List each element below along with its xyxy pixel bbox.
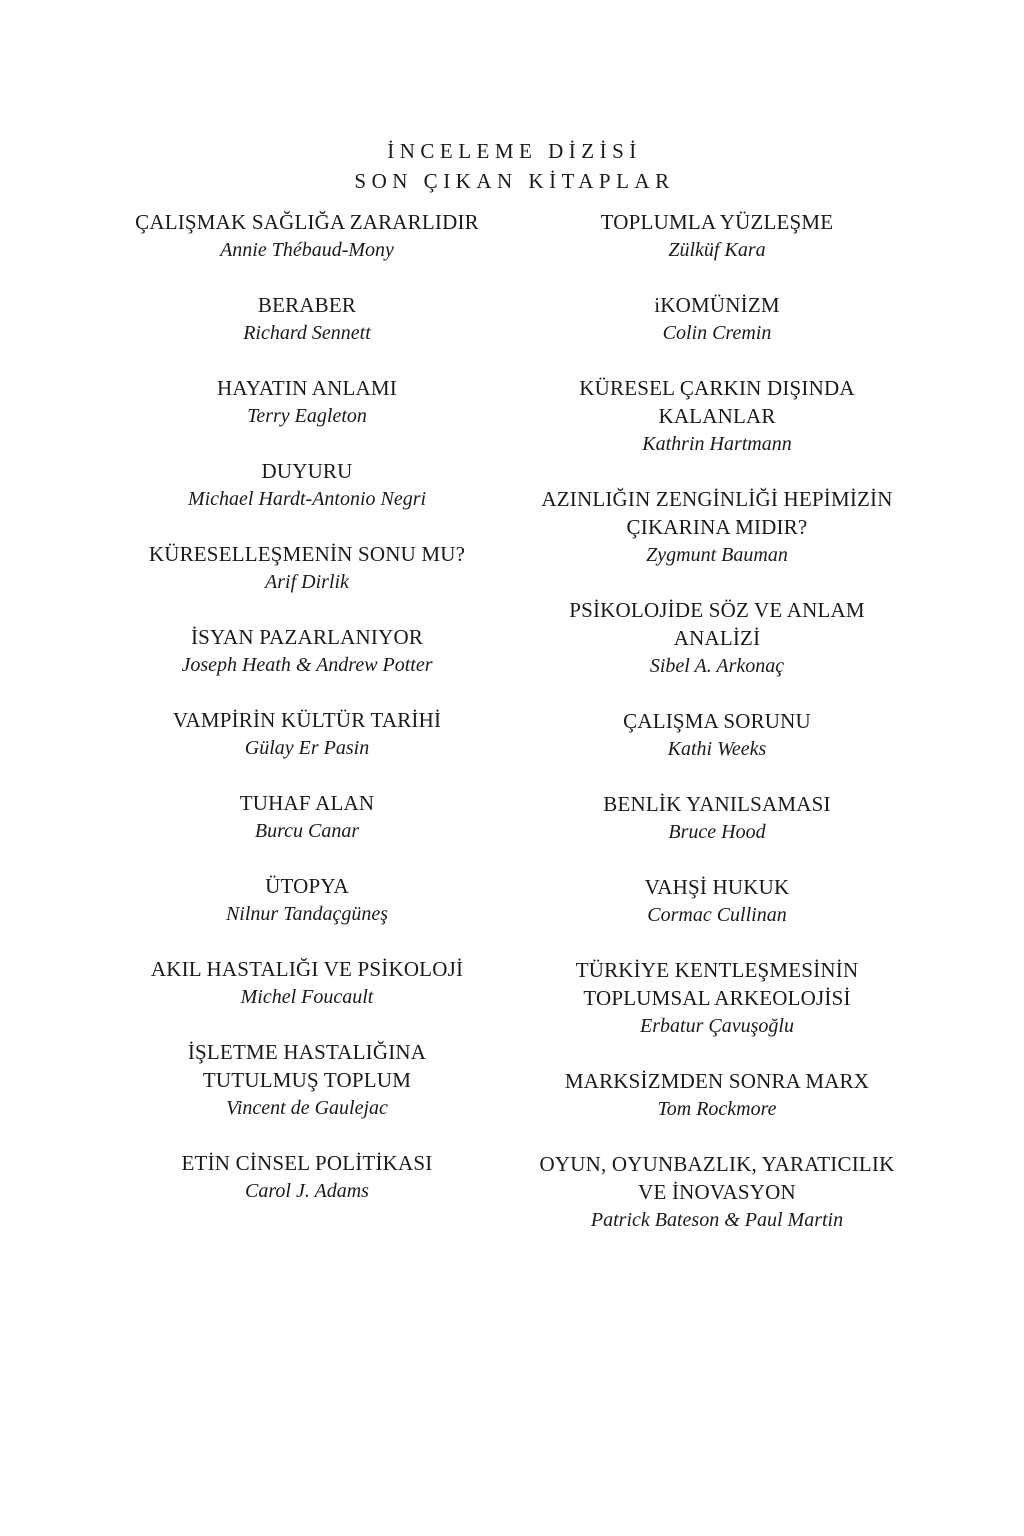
book-author: Sibel A. Arkonaç xyxy=(649,655,785,677)
series-subtitle: SON ÇIKAN KİTAPLAR xyxy=(354,169,675,193)
right-book-column xyxy=(512,208,922,1261)
book-entry xyxy=(102,457,512,513)
book-author: Annie Thébaud-Mony xyxy=(220,239,394,261)
book-title: MARKSİZMDEN SONRA MARX xyxy=(564,1069,870,1093)
book-title: VAMPİRİN KÜLTÜR TARİHİ xyxy=(172,708,442,732)
book-entry xyxy=(512,374,922,458)
book-author: Kathi Weeks xyxy=(667,738,767,760)
book-entry xyxy=(102,1149,512,1205)
book-title: TÜRKİYE KENTLEŞMESİNİN xyxy=(575,958,859,982)
book-entry xyxy=(512,790,922,846)
book-author: Kathrin Hartmann xyxy=(642,433,792,455)
book-title: HAYATIN ANLAMI xyxy=(217,376,397,400)
book-title: TUTULMUŞ TOPLUM xyxy=(202,1068,412,1092)
book-entry xyxy=(102,208,512,264)
book-author: Erbatur Çavuşoğlu xyxy=(640,1015,794,1037)
book-author: Cormac Cullinan xyxy=(647,904,787,926)
book-entry xyxy=(102,1038,512,1122)
book-title: BERABER xyxy=(257,293,357,317)
series-title: İNCELEME DİZİSİ xyxy=(387,139,642,163)
book-author: Joseph Heath & Andrew Potter xyxy=(181,654,433,676)
book-author: Zülküf Kara xyxy=(668,239,766,261)
book-entry xyxy=(512,1150,922,1234)
book-title: TOPLUMSAL ARKEOLOJİSİ xyxy=(583,986,851,1010)
book-title: ÜTOPYA xyxy=(265,874,349,898)
book-entry xyxy=(102,706,512,762)
book-entry xyxy=(102,374,512,430)
book-title: AZINLIĞIN ZENGİNLİĞİ HEPİMİZİN xyxy=(541,487,893,511)
book-title: KÜRESELLEŞMENİN SONU MU? xyxy=(148,542,466,566)
book-title: ÇALIŞMA SORUNU xyxy=(623,709,811,733)
book-entry xyxy=(102,540,512,596)
book-author: Michael Hardt-Antonio Negri xyxy=(187,488,427,510)
book-entry xyxy=(102,872,512,928)
book-author: Bruce Hood xyxy=(668,821,766,843)
book-author: Zygmunt Bauman xyxy=(646,544,788,566)
book-title: AKIL HASTALIĞI VE PSİKOLOJİ xyxy=(150,957,464,981)
book-title: DUYURU xyxy=(261,459,353,483)
book-entry xyxy=(512,707,922,763)
book-entry xyxy=(512,208,922,264)
book-entry xyxy=(512,873,922,929)
book-author: Michel Foucault xyxy=(240,986,374,1008)
book-title: İŞLETME HASTALIĞINA xyxy=(187,1040,427,1064)
page-header xyxy=(0,136,1024,196)
book-title: OYUN, OYUNBAZLIK, YARATICILIK xyxy=(539,1152,895,1176)
book-title: ÇIKARINA MIDIR? xyxy=(626,515,808,539)
book-title: iKOMÜNİZM xyxy=(654,293,780,317)
book-title: PSİKOLOJİDE SÖZ VE ANLAM xyxy=(569,598,865,622)
book-title: VE İNOVASYON xyxy=(638,1180,796,1204)
book-entry xyxy=(102,623,512,679)
book-author: Patrick Bateson & Paul Martin xyxy=(590,1209,844,1231)
book-title: BENLİK YANILSAMASI xyxy=(603,792,831,816)
book-author: Colin Cremin xyxy=(662,322,772,344)
book-author: Gülay Er Pasin xyxy=(244,737,370,759)
book-title: TOPLUMLA YÜZLEŞME xyxy=(600,210,834,234)
book-title: ETİN CİNSEL POLİTİKASI xyxy=(181,1151,433,1175)
book-entry xyxy=(512,1067,922,1123)
book-author: Burcu Canar xyxy=(254,820,360,842)
book-entry xyxy=(102,955,512,1011)
book-entry xyxy=(102,789,512,845)
book-title: VAHŞİ HUKUK xyxy=(644,875,790,899)
book-entry xyxy=(512,956,922,1040)
book-author: Carol J. Adams xyxy=(245,1180,369,1202)
book-title: TUHAF ALAN xyxy=(239,791,375,815)
book-author: Nilnur Tandaçgüneş xyxy=(225,903,389,925)
book-entry xyxy=(102,291,512,347)
book-title: ANALİZİ xyxy=(673,626,761,650)
book-entry xyxy=(512,291,922,347)
book-entry xyxy=(512,596,922,680)
book-author: Vincent de Gaulejac xyxy=(226,1097,388,1119)
book-author: Terry Eagleton xyxy=(247,405,367,427)
book-title: KALANLAR xyxy=(658,404,776,428)
book-author: Tom Rockmore xyxy=(657,1098,777,1120)
book-title: KÜRESEL ÇARKIN DIŞINDA xyxy=(579,376,855,400)
left-book-column xyxy=(102,208,512,1232)
book-author: Arif Dirlik xyxy=(265,571,349,593)
book-title: İSYAN PAZARLANIYOR xyxy=(190,625,424,649)
book-title: ÇALIŞMAK SAĞLIĞA ZARARLIDIR xyxy=(135,210,479,234)
book-author: Richard Sennett xyxy=(243,322,371,344)
book-entry xyxy=(512,485,922,569)
